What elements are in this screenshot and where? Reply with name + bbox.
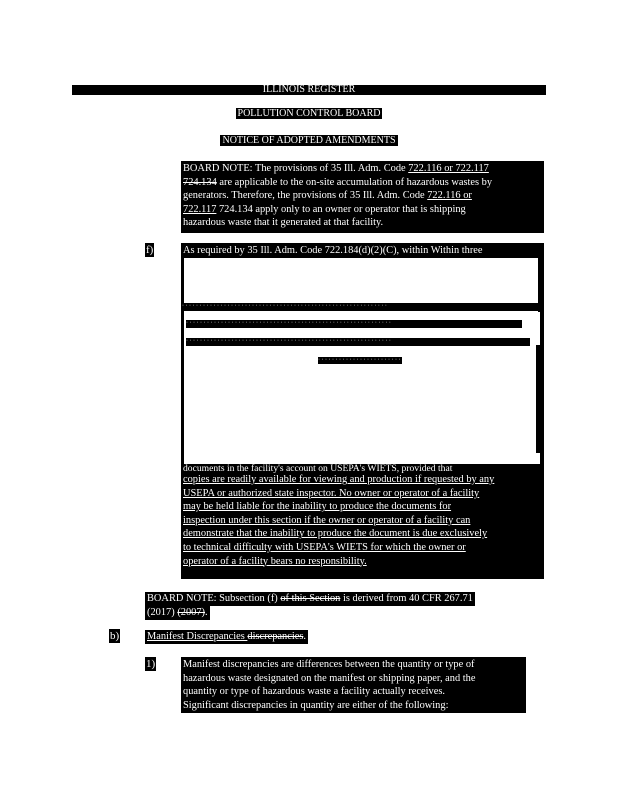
paragraph-marker-1: 1) xyxy=(146,658,156,670)
register-header-bar xyxy=(72,85,546,95)
paragraph-1-line: Significant discrepancies in quantity are either of the following: xyxy=(183,699,449,711)
paragraph-marker-f: f) xyxy=(146,244,154,256)
board-note-line: BOARD NOTE: The provisions of 35 Ill. Adm. Code 722.116 or 722.117 xyxy=(183,163,489,174)
paragraph-f-line: documents in the facility's account on USEPA's WIETS, provided that xyxy=(183,464,453,474)
smeared-text-line: · · · · · · · · · · · · · · · · · · · · · · · · · · · · · · · · · · · · · · · · · · · · · · · · · · · · · · · · · · · xyxy=(182,303,544,311)
paragraph-f-line: copies are readily available for viewing and production if requested by any xyxy=(183,474,495,485)
edge-remnant xyxy=(538,258,542,312)
paragraph-f-text xyxy=(181,464,544,579)
manifest-discrepancies-heading: Manifest Discrepancies discrepancies. xyxy=(147,631,306,642)
agency-title: POLLUTION CONTROL BOARD xyxy=(237,108,381,119)
board-note-line: 724.134 are applicable to the on-site accumulation of hazardous wastes by xyxy=(183,176,493,188)
board-note-2-line2: (2017) (2007). xyxy=(147,607,208,618)
agency-heading xyxy=(0,108,618,120)
board-note-line: 722.117 724.134 apply only to an owner or operator that is shipping xyxy=(183,203,466,215)
paragraph-1-line: Manifest discrepancies are differences between the quantity or type of xyxy=(183,659,475,670)
smeared-text-line: · · · · · · · · · · · · · · · · · · · · · · · · · · · · · · · · · · · · · · · · · · · · · · · · · · · · · · · · · · · xyxy=(186,320,522,328)
paragraph-marker-b: b) xyxy=(110,630,120,642)
smeared-text-line: · · · · · · · · · · · · · · · · · · · · · · · · · · · · · · · · · · · · · · · · · · · · · · · · · · · · · · · · · · · xyxy=(186,338,530,346)
smeared-text-line: · · · · · · · · · · · · · · · · · · · · · · · · xyxy=(318,357,401,363)
paragraph-f-line: operator of a facility bears no responsibility. xyxy=(183,555,367,567)
board-note-block xyxy=(181,161,544,233)
edge-remnant xyxy=(536,345,540,453)
paragraph-1-line: hazardous waste designated on the manifest or shipping paper, and the xyxy=(183,672,476,684)
paragraph-f-line: As required by 35 Ill. Adm. Code 722.184(d)(2)(C), within Within three xyxy=(183,245,483,256)
register-title: ILLINOIS REGISTER xyxy=(262,85,356,95)
board-note-2-line1: BOARD NOTE: Subsection (f) of this Section is derived from 40 CFR 267.71 xyxy=(147,593,473,604)
board-note-line: hazardous waste that it generated at that facility. xyxy=(183,217,384,229)
board-note-line: generators. Therefore, the provisions of 35 Ill. Adm. Code 722.116 or xyxy=(183,190,472,202)
notice-title: NOTICE OF ADOPTED AMENDMENTS xyxy=(222,135,396,146)
paragraph-f-line: to technical difficulty with USEPA's WIETS for which the owner or xyxy=(183,541,466,553)
paragraph-1-block xyxy=(181,657,526,713)
paragraph-f-line: may be held liable for the inability to produce the documents for xyxy=(183,501,452,513)
paragraph-1-line: quantity or type of hazardous waste a facility actually receives. xyxy=(183,686,445,698)
notice-heading xyxy=(0,135,618,147)
paragraph-f-line: inspection under this section if the owner or operator of a facility can xyxy=(183,514,471,526)
paragraph-f-line: USEPA or authorized state inspector. No owner or operator of a facility xyxy=(183,487,480,499)
paragraph-f-line: demonstrate that the inability to produce the document is due exclusively xyxy=(183,528,488,540)
